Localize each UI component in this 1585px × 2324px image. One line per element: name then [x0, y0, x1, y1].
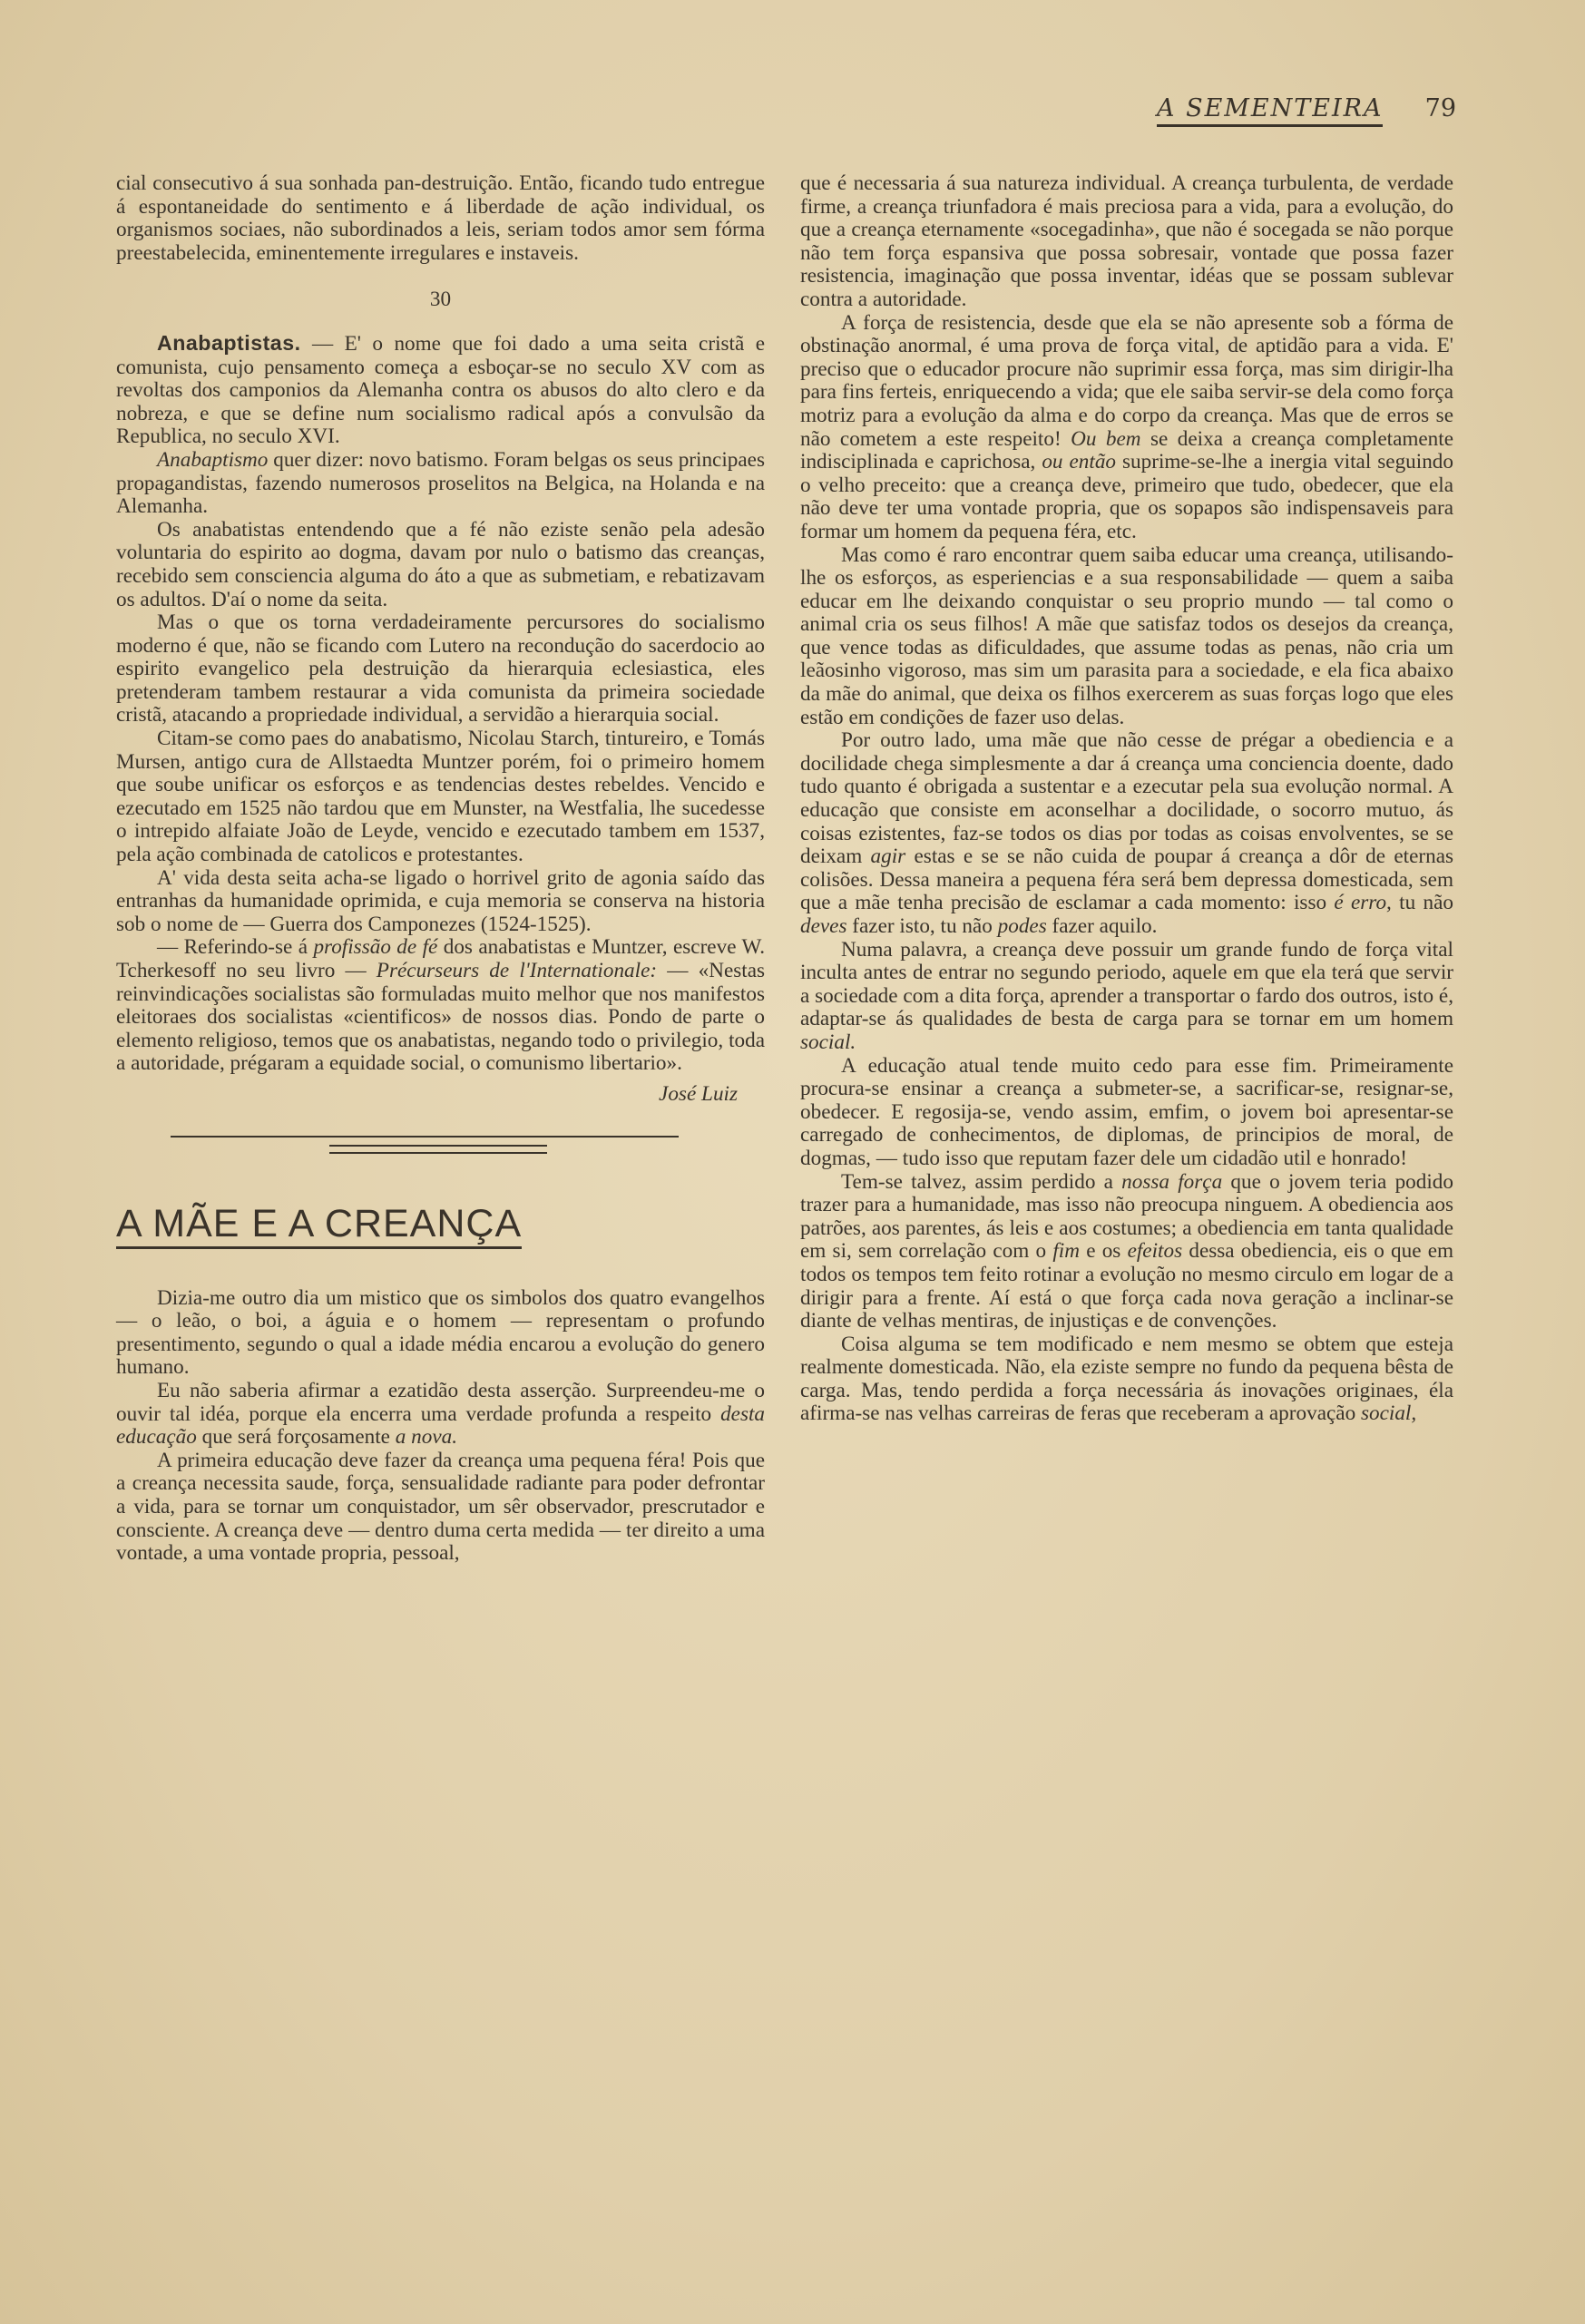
paragraph: Por outro lado, uma mãe que não cesse de prégar a obediencia e a docilidade chega simplesmente a dar á creança uma conciencia doente, dado tudo quanto é obrigada a sustentar e a ezecutar pela sua evolução normal. A educação que consiste em aconselhar a docilidade, o socorro mutuo, ás coisas ezistentes, faz-se todos os dias por todas as coisas envolventes, se se deixam agir estas e se se não cuida de poupar á creança a dôr de eternas colisões. Dessa maneira a pequena féra será bem depressa domesticada, sem que a mãe tenha precisão de esclamar a cada momento: isso é erro, tu não deves fazer isto, tu não podes fazer aquilo.: [800, 728, 1454, 938]
paragraph: Dizia-me outro dia um mistico que os simbolos dos quatro evangelhos — o leão, o boi, a águia e o homem — representam o profundo presentimento, segundo o qual a idade média encarou a evolução do genero humano.: [116, 1285, 765, 1380]
article-title: A MÃE E A CREANÇA: [116, 1203, 522, 1249]
paragraph: que é necessaria á sua natureza individual. A creança turbulenta, de verdade firme, a creança triunfadora é mais preciosa para a vida, para a evolução, do que a creança eternamente «socegadinha», que não é socegada se não porque não tem força espansiva que possa sobresair, vontade que possa fazer resistencia, imaginação que possa inventar, idéas que se possam sublevar contra a autoridade.: [800, 171, 1453, 311]
entry-term: Anabaptistas.: [157, 330, 301, 355]
paragraph: A educação atual tende muito cedo para esse fim. Primeiramente procura-se ensinar a creança a submeter-se, a sacrificar-se, resignar-se, obedecer. E regosija-se, vendo assim, emfim, o jovem boi apresentar-se carregado de conhecimentos, de diplomas, de principios de moral, de dogmas, — tudo isso que reputam fazer dele um cidadão util e honrado!: [800, 1053, 1453, 1170]
left-column: [116, 172, 765, 1566]
paragraph: Os anabatistas entendendo que a fé não eziste senão pela adesão voluntaria do espirito ao dogma, davam por nulo o batismo das creanças, recebido sem consciencia alguma do áto a que as submetiam, e rebatizavam os adultos. D'aí o nome da seita.: [116, 517, 765, 611]
section-divider: [116, 1123, 765, 1159]
author-signature: José Luiz: [659, 1081, 738, 1106]
paragraph: Anabaptistas. — E' o nome que foi dado a uma seita cristã e comunista, cujo pensamento começa a esboçar-se no seculo XV com as revoltas dos camponios da Alemanha contra os abusos do alto clero e da nobreza, e que se define num socialismo radical após a convulsão da Republica, no seculo XVI.: [116, 330, 765, 449]
paragraph: A primeira educação deve fazer da creança uma pequena féra! Pois que a creança necessita saude, força, sensualidade radiante para poder defrontar a vida, para se tornar um conquistador, um sêr observador, prescrutador e consciente. A creança deve — dentro duma certa medida — ter direito a uma vontade, a uma vontade propria, pessoal,: [116, 1448, 765, 1566]
section-number: 30: [429, 288, 452, 312]
page-header: [1148, 94, 1456, 134]
paragraph: A' vida desta seita acha-se ligado o horrivel grito de agonia saído das entranhas da humanidade oprimida, e cuja memoria se conserva na historia sob o nome de — Guerra dos Camponezes (1524-1525).: [116, 865, 765, 936]
journal-title: A SEMENTEIRA: [1157, 94, 1383, 127]
page-number: 79: [1424, 94, 1456, 122]
paragraph: — Referindo-se á profissão de fé dos anabatistas e Muntzer, escreve W. Tcherkesoff no seu livro — Précurseurs de l'Internationale: — «Nestas reinvindicações socialistas são formuladas muito melhor que nos manifestos eleitoraes dos socialistas «cientificos» de nossos dias. Pondo de parte o elemento religioso, temos que os anabatistas, negando todo o privilegio, toda a autoridade, prégaram a equidade social, o comunismo libertario».: [116, 935, 766, 1076]
paragraph: Anabaptismo quer dizer: novo batismo. Foram belgas os seus principaes propagandistas, fazendo numerosos proselitos na Belgica, na Holanda e na Alemanha.: [116, 447, 765, 519]
paragraph: Eu não saberia afirmar a ezatidão desta asserção. Surpreendeu-me o ouvir tal idéa, porque ela encerra uma verdade profunda a respeito desta educação que será forçosamente a nova.: [116, 1378, 766, 1450]
paragraph: Tem-se talvez, assim perdido a nossa força que o jovem teria podido trazer para a humanidade, mas isso não preocupa ninguem. A obediencia aos patrões, aos parentes, ás leis e aos costumes; a obediencia em tanta qualidade em si, sem correlação com o fim e os efeitos dessa obediencia, eis o que em todos os tempos tem feito rotinar a evolução no mesmo circulo em logar de a dirigir para a frente. Aí está o que força cada nova geração a inclinar-se diante de velhas mentiras, de injustiças e de convenções.: [800, 1169, 1454, 1333]
paragraph: A força de resistencia, desde que ela se não apresente sob a fórma de obstinação anormal, é uma prova de força vital, de aptidão para a vida. E' preciso que o educador procure não suprimir essa força, mas sim dirigir-lha para fins ferteis, enriquecendo a vida; que ele saiba servir-se dela como força motriz para a evolução da alma e do corpo da creança. Mas que de erros se não cometem a este respeito! Ou bem se deixa a creança completamente indisciplinada e caprichosa, ou então suprime-se-lhe a inergia vital seguindo o velho preceito: que a creança deve, primeiro que tudo, obedecer, que ela não deve ter uma vontade propria, que os sopapos são indispensaveis para formar um homem da pequena féra, etc.: [800, 310, 1454, 543]
paragraph: Numa palavra, a creança deve possuir um grande fundo de força vital inculta antes de entrar no segundo periodo, aquele em que ela terá que servir a sociedade com a dita força, aprender a transportar o fardo dos outros, isto é, adaptar-se ás qualidades de besta de carga para se tornar em um homem social.: [800, 937, 1453, 1054]
paragraph: cial consecutivo á sua sonhada pan-destruição. Então, ficando tudo entregue á espontaneidade do sentimento e á liberdade de ação individual, os organismos sociaes, não subordinados a leis, seriam todos amor sem fórma preestabelecida, eminentemente irregulares e instaveis.: [116, 171, 765, 265]
paragraph: Mas como é raro encontrar quem saiba educar uma creança, utilisando-lhe os esforços, as esperiencias e a sua responsabilidade — quem a saiba educar em lhe deixando conquistar o seu proprio mundo — tal como o animal cria os seus filhos! A mãe que satisfaz todos os desejos da creança, que vence todas as dificuldades, que assume todas as penas, não cria um leãosinho vigoroso, mas sim um parasita para a sociedade, e ela fica abaixo da mãe do animal, que deixa os filhos exercerem as suas forças logo que eles estão em condições de fazer uso delas.: [800, 542, 1453, 729]
paragraph: Citam-se como paes do anabatismo, Nicolau Starch, tintureiro, e Tomás Mursen, antigo cura de Allstaedta Muntzer porém, foi o primeiro homem que soube unificar os esforços e as tendencias destes rebeldes. Vencido e ezecutado em 1525 não tardou que em Munster, na Westfalia, lhe sucedesse o intrepido alfaiate João de Leyde, vencido e ezecutado tambem em 1537, pela ação combinada de catolicos e protestantes.: [116, 727, 765, 867]
paragraph: Coisa alguma se tem modificado e nem mesmo se obtem que esteja realmente domesticada. Não, ela eziste sempre no fundo da pequena bêsta de carga. Mas, tendo perdida a força necessária ás inovações originaes, éla afirma-se nas velhas carreiras de feras que receberam a aprovação social,: [800, 1332, 1453, 1426]
right-column: [800, 172, 1453, 1426]
paragraph: Mas o que os torna verdadeiramente percursores do socialismo moderno é que, não se ficando com Lutero na recondução do sacerdocio ao espirito evangelico pela destruição da hierarquia eclesiastica, eles pretenderam tambem restaurar a vida comunista da primeira sociedade cristã, atacando a propriedade individual, a servidão a hierarquia social.: [116, 610, 765, 727]
